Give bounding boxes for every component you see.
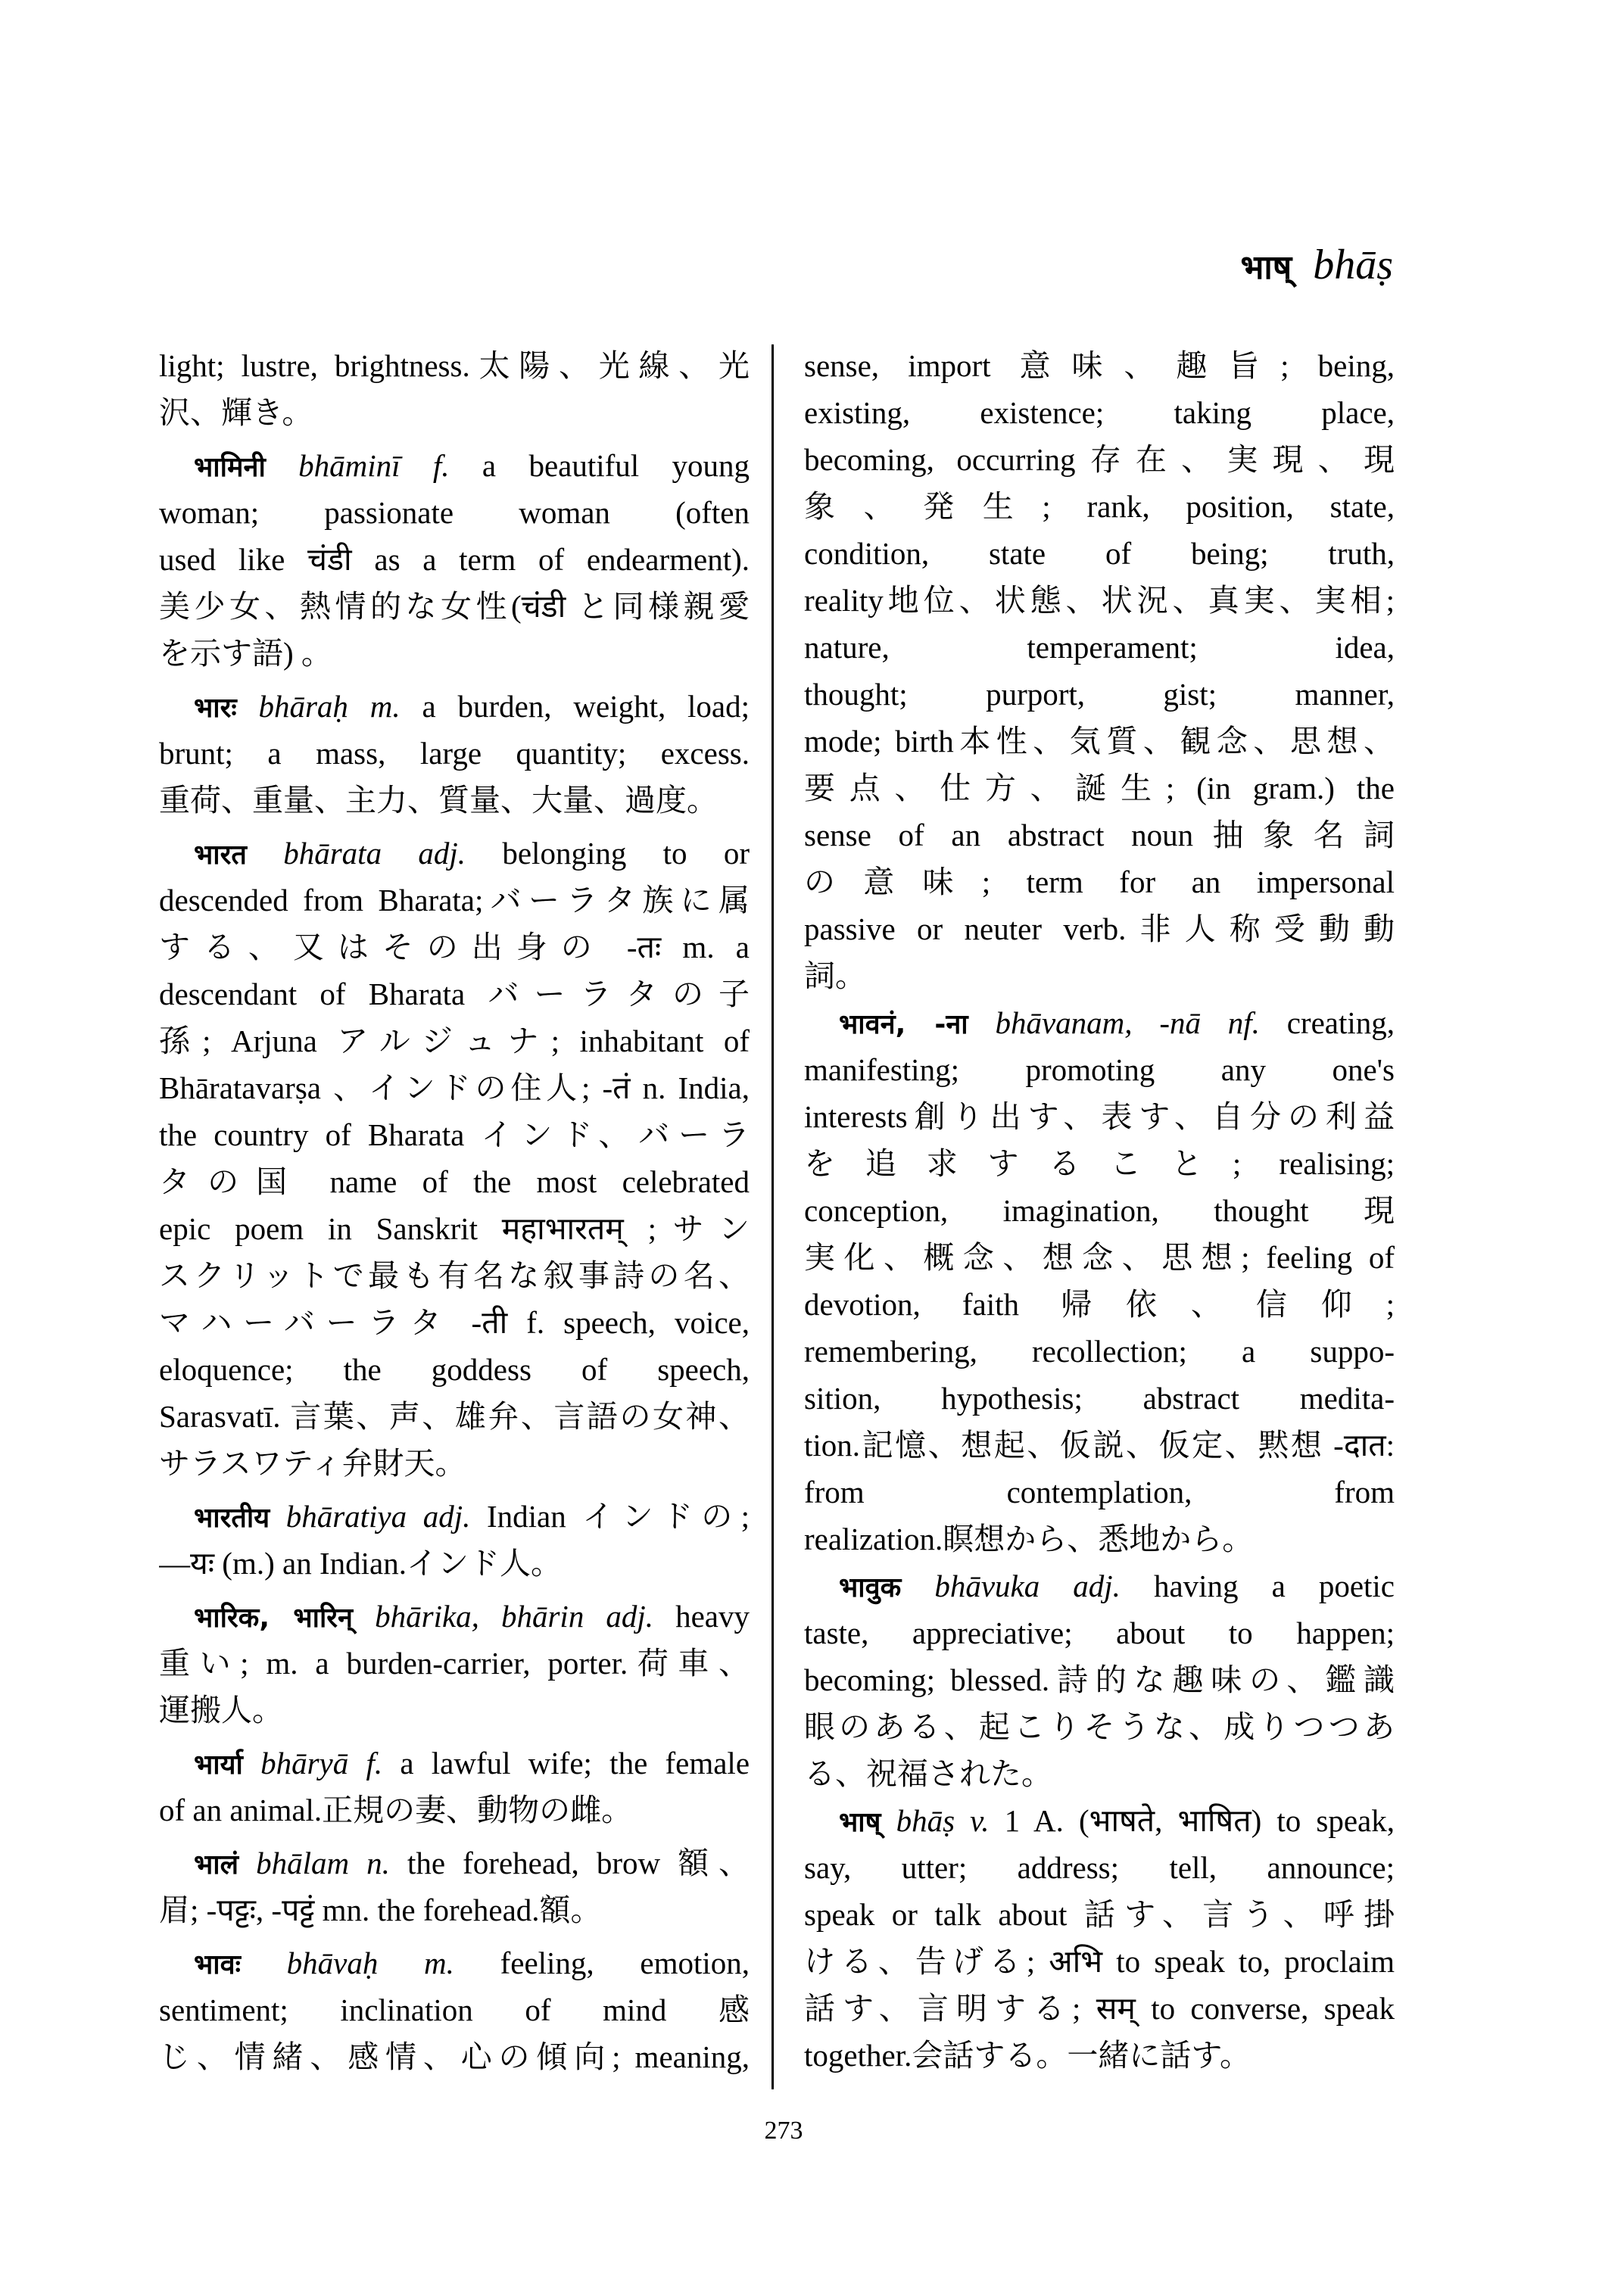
entry-line: ける、告げる; अभि to speak to, proclaim — [804, 1944, 1395, 1979]
entry-line: mode; birth本性、気質、観念、思想、 — [804, 724, 1395, 759]
headword-devanagari: भावनं, -ना — [839, 1009, 968, 1040]
dictionary-entry — [804, 1562, 1395, 1797]
headword-devanagari: भावः — [194, 1949, 241, 1980]
headword-transliteration: bhāvanam, -nā nf. — [995, 1005, 1260, 1040]
headword-devanagari: भारत — [194, 840, 247, 871]
headword-transliteration: bhāraḥ m. — [258, 689, 401, 724]
entry-first-line — [804, 999, 1395, 1046]
entry-first-line — [159, 830, 750, 877]
entry-line: タの国 name of the most celebrated — [159, 1164, 750, 1199]
entry-line: スクリットで最も有名な叙事詩の名、 — [159, 1258, 750, 1293]
dictionary-entry — [159, 1840, 750, 1933]
left-column — [159, 342, 750, 2086]
entry-line: nature, temperament; idea, — [804, 630, 1395, 665]
running-head — [1240, 241, 1393, 289]
entry-line: of an animal.正規の妻、動物の雌。 — [159, 1793, 633, 1827]
dictionary-entry — [159, 1740, 750, 1833]
entry-line: Sarasvatī. 言葉、声、雄弁、言語の女神、 — [159, 1399, 750, 1434]
entry-line: 要点、仕方、誕生; (in gram.) the — [804, 771, 1395, 805]
entry-line: sense, import 意味、趣旨; being, — [804, 348, 1395, 383]
entry-line: eloquence; the goddess of speech, — [159, 1352, 750, 1387]
headword-devanagari: भावुक — [839, 1572, 902, 1603]
entry-line: realization.瞑想から、悉地から。 — [804, 1522, 1254, 1556]
dictionary-entry — [159, 1939, 750, 2080]
running-head-devanagari: भाष् — [1240, 248, 1292, 287]
entry-line: thought; purport, gist; manner, — [804, 677, 1395, 712]
headword-transliteration: bhārika, bhārin adj. — [375, 1599, 654, 1634]
entry-first-line — [804, 1562, 1395, 1609]
entry-line: taste, appreciative; about to happen; — [804, 1615, 1395, 1650]
entry-line: devotion, faith 帰依、信仰; — [804, 1287, 1395, 1322]
entry-line: manifesting; promoting any one's — [804, 1052, 1395, 1087]
entry-line: from contemplation, from — [804, 1475, 1395, 1509]
entry-line: を追求すること; realising; — [804, 1146, 1395, 1181]
entry-line: condition, state of being; truth, — [804, 536, 1395, 571]
entry-line: woman; passionate woman (often — [159, 495, 750, 530]
entry-line: descendant of Bharata バーラタの子 — [159, 977, 750, 1011]
entry-line: 詞。 — [804, 958, 866, 993]
entry-line: sition, hypothesis; abstract medita- — [804, 1381, 1395, 1416]
entry-first-line — [804, 1797, 1395, 1844]
entry-line: 実化、概念、想念、思想; feeling of — [804, 1240, 1395, 1275]
entry-line: 孫; Arjuna アルジュナ; inhabitant of — [159, 1023, 750, 1058]
headword-devanagari: भारः — [194, 693, 237, 724]
dictionary-entry — [159, 1593, 750, 1734]
headword-devanagari: भालं — [194, 1849, 239, 1880]
definition-text: heavy — [675, 1599, 750, 1634]
entry-line: —यः (m.) an Indian.インド人。 — [159, 1546, 562, 1581]
entry-line: 運搬人。 — [159, 1693, 283, 1728]
right-column — [804, 342, 1395, 2079]
entry-line: Bhāratavarṣa 、インドの住人; -तं n. India, — [159, 1070, 750, 1105]
entry-first-line — [159, 683, 750, 730]
entry-line: descended from Bharata;バーラタ族に属 — [159, 883, 750, 918]
entry-line: becoming; blessed.詩的な趣味の、鑑識 — [804, 1662, 1395, 1697]
entry-line: light; lustre, brightness.太陽、光線、光 — [159, 348, 750, 383]
page-number: 273 — [764, 2117, 803, 2145]
definition-text: a lawful wife; the female — [400, 1746, 750, 1781]
entry-line: 眼のある、起こりそうな、成りつつあ — [804, 1709, 1395, 1744]
headword-devanagari: भामिनी — [194, 452, 266, 483]
definition-text: a beautiful young — [482, 448, 750, 483]
entry-line: 沢、輝き。 — [159, 395, 313, 430]
column-divider — [771, 344, 774, 2089]
running-head-translit: bhāṣ — [1313, 241, 1393, 288]
headword-transliteration: bhāratiya adj. — [285, 1499, 471, 1534]
headword-transliteration: bhāṣ v. — [896, 1803, 990, 1838]
headword-devanagari: भार्या — [194, 1749, 243, 1781]
entry-line: する、又はその出身の -तः m. a — [159, 930, 750, 964]
entry-line: sense of an abstract noun抽象名詞 — [804, 818, 1395, 852]
entry-line: epic poem in Sanskrit महाभारतम् ;サン — [159, 1211, 750, 1246]
headword-transliteration: bhāvuka adj. — [934, 1569, 1121, 1603]
entry-line: を示す語) 。 — [159, 636, 332, 671]
definition-text: a burden, weight, load; — [422, 689, 750, 724]
entry-line: conception, imagination, thought 現 — [804, 1193, 1395, 1228]
definition-text: feeling, emotion, — [500, 1946, 750, 1980]
dictionary-entry — [159, 830, 750, 1487]
dictionary-entry — [159, 342, 750, 436]
entry-line: existing, existence; taking place, — [804, 395, 1395, 430]
definition-text: the forehead, brow 額、 — [407, 1846, 750, 1880]
entry-first-line — [159, 1840, 750, 1886]
entry-line: reality地位、状態、状況、真実、実相; — [804, 583, 1395, 618]
entry-line: じ、情緒、感情、心の傾向; meaning, — [159, 2039, 750, 2074]
definition-text: having a poetic — [1153, 1569, 1395, 1603]
dictionary-entry — [804, 999, 1395, 1562]
entry-line: マハーバーラタ -ती f. speech, voice, — [159, 1305, 750, 1340]
entry-line: sentiment; inclination of mind 感 — [159, 1992, 750, 2027]
definition-text: creating, — [1286, 1005, 1395, 1040]
dictionary-entry — [159, 1493, 750, 1587]
dictionary-entry — [159, 442, 750, 677]
entry-line: tion.記憶、想起、仮説、仮定、黙想 -दात: — [804, 1428, 1395, 1463]
entry-first-line — [159, 1939, 750, 1986]
entry-line: 象、発生; rank, position, state, — [804, 489, 1395, 524]
entry-line: る、祝福された。 — [804, 1756, 1052, 1791]
headword-transliteration: bhālam n. — [256, 1846, 390, 1880]
entry-line: サラスワティ弁財天。 — [159, 1446, 466, 1481]
entry-first-line — [159, 442, 750, 489]
headword-devanagari: भारिक, भारिन् — [194, 1603, 354, 1634]
headword-devanagari: भाष् — [839, 1807, 881, 1838]
entry-line: used like चंडी as a term of endearment). — [159, 542, 750, 577]
entry-line: 美少女、熱情的な女性(चंडी と同様親愛 — [159, 589, 750, 624]
entry-line: 眉; -पट्टः, -पट्टं mn. the forehead.額。 — [159, 1893, 602, 1927]
entry-line: 重荷、重量、主力、質量、大量、過度。 — [159, 783, 718, 818]
entry-first-line — [159, 1493, 750, 1540]
entry-line: becoming, occurring存在、実現、現 — [804, 442, 1395, 477]
definition-text: Indian インドの; — [486, 1499, 750, 1534]
dictionary-entry — [159, 683, 750, 824]
headword-devanagari: भारतीय — [194, 1503, 270, 1534]
entry-first-line — [159, 1740, 750, 1787]
headword-transliteration: bhāminī f. — [298, 448, 450, 483]
entry-line: 話す、言明する; सम् to converse, speak — [804, 1991, 1395, 2026]
entry-line: interests創り出す、表す、自分の利益 — [804, 1099, 1395, 1134]
entry-line: passive or neuter verb.非人称受動動 — [804, 911, 1395, 946]
entry-line: の意味; term for an impersonal — [804, 865, 1395, 899]
entry-line: 重い; m. a burden-carrier, porter.荷車、 — [159, 1646, 750, 1681]
entry-line: brunt; a mass, large quantity; excess. — [159, 736, 750, 771]
entry-line: remembering, recollection; a suppo- — [804, 1334, 1395, 1369]
entry-line: together.会話する。一緒に話す。 — [804, 2038, 1252, 2073]
headword-transliteration: bhāryā f. — [260, 1746, 383, 1781]
headword-transliteration: bhāvaḥ m. — [286, 1946, 454, 1980]
entry-first-line — [159, 1593, 750, 1640]
entry-line: say, utter; address; tell, announce; — [804, 1850, 1395, 1885]
definition-text: belonging to or — [502, 836, 750, 871]
dictionary-entry — [804, 1797, 1395, 2079]
headword-transliteration: bhārata adj. — [283, 836, 466, 871]
entry-line: speak or talk about 話す、言う、呼掛 — [804, 1897, 1395, 1932]
entry-line: the country of Bharata インド、バーラ — [159, 1117, 750, 1152]
definition-text: 1 A. (भाषते, भाषित) to speak, — [1004, 1803, 1395, 1838]
dictionary-entry — [804, 342, 1395, 999]
